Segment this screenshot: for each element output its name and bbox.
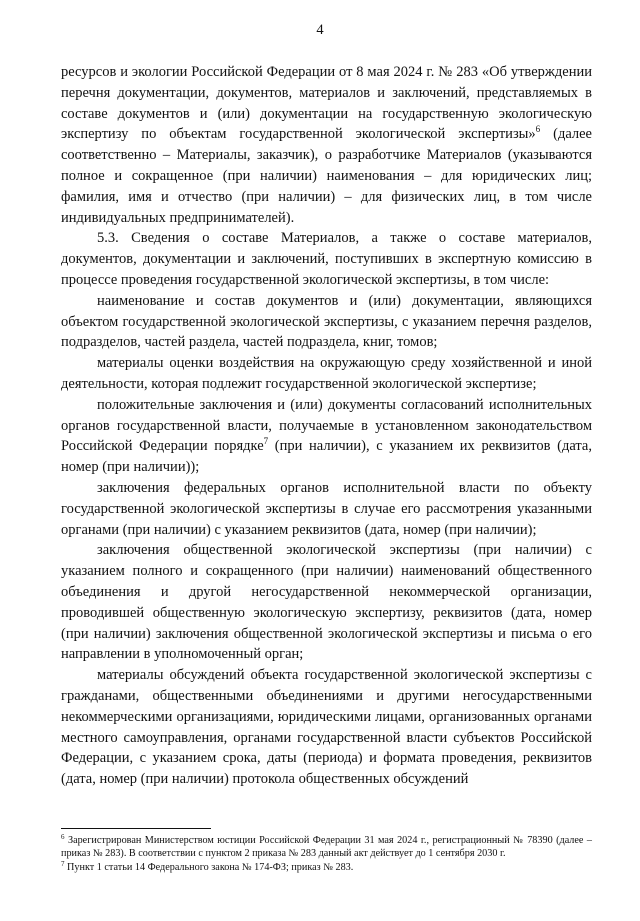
paragraph-text: материалы обсуждений объекта государственной экологической экспертизы с гражданами, общественными объединениями и другими негосударственными некоммерческими организациями, юридическими лицами, организованных органами местного самоуправления, органами государственной власти субъектов Российской Федерации, с указанием срока, даты (периода) и формата проведения, реквизитов (дата, номер (при наличии) протокола общественных обсуждений [61, 667, 592, 788]
paragraph [61, 540, 592, 665]
footnote-text: Пункт 1 статьи 14 Федерального закона № 174-ФЗ; приказ № 283. [64, 861, 354, 873]
footnote-divider [61, 828, 211, 829]
paragraph-text: ресурсов и экологии Российской Федерации от 8 мая 2024 г. № 283 «Об утверждении перечня документации, документов, материалов и заключений, представляемых в составе документов и (или) документации на государственную экологическую экспертизу по объектам государственной экологической экспертизы» [61, 64, 592, 143]
footnote [61, 861, 592, 874]
footnote [61, 834, 592, 861]
paragraph [61, 353, 592, 395]
paragraph-text: (далее соответственно – Материалы, заказчик), о разработчике Материалов (указываются полное и сокращенное (при наличии) наименования – для юридических лиц; фамилия, имя и отчество (при наличии) – для физических лиц, в том числе индивидуальных предпринимателей). [61, 126, 592, 226]
paragraph-text: заключения федеральных органов исполнительной власти по объекту государственной экологической экспертизы в случае его рассмотрения указанными органами (при наличии) с указанием реквизитов (дата, номер (при наличии); [61, 479, 592, 538]
footnote-mark: 7 [61, 859, 65, 868]
paragraph-text: материалы оценки воздействия на окружающую среду хозяйственной и иной деятельности, которая подлежит государственной экологической экспертизе; [61, 355, 592, 392]
paragraph-text: положительные заключения и (или) документы согласований исполнительных органов государственной власти, получаемые в установленном законодательством Российской Федерации порядке [61, 396, 592, 455]
footnotes [61, 834, 592, 874]
paragraph-text: заключения общественной экологической экспертизы (при наличии) с указанием полного и сокращенного (при наличии) наименований общественного объединения и другой негосударственной некоммерческой организации, проводившей общественную экологическую экспертизу, реквизитов (дата, номер (при наличии) заключения общественной экологической экспертизы и письма о его направлении в уполномоченный орган; [61, 542, 592, 663]
footnote-ref: 7 [263, 436, 269, 447]
paragraph [61, 665, 592, 790]
paragraph [61, 395, 592, 478]
footnote-text: Зарегистрирован Министерством юстиции Российской Федерации 31 мая 2024 г., регистрационный № 78390 (далее – приказ № 283). В соответствии с пунктом 2 приказа № 283 данный акт действует до 1 сентября 2030 г. [61, 835, 592, 860]
footnote-mark: 6 [61, 833, 65, 841]
paragraph [61, 62, 592, 228]
paragraph-text: наименование и состав документов и (или) документации, являющихся объектом государственной экологической экспертизы, с указанием перечня разделов, подразделов, частей раздела, частей подраздела, книг, томов; [61, 292, 592, 351]
body-text [61, 62, 592, 790]
paragraph [61, 228, 592, 290]
paragraph-text: (при наличии), с указанием их реквизитов (дата, номер (при наличии)); [61, 438, 592, 476]
page-number: 4 [316, 22, 324, 38]
footnote-ref: 6 [535, 124, 541, 135]
paragraph [61, 291, 592, 353]
paragraph [61, 478, 592, 540]
paragraph-text: 5.3. Сведения о составе Материалов, а также о составе материалов, документов, документации и заключений, поступивших в экспертную комиссию в процессе проведения государственной экологической экспертизы, в том числе: [61, 230, 592, 288]
